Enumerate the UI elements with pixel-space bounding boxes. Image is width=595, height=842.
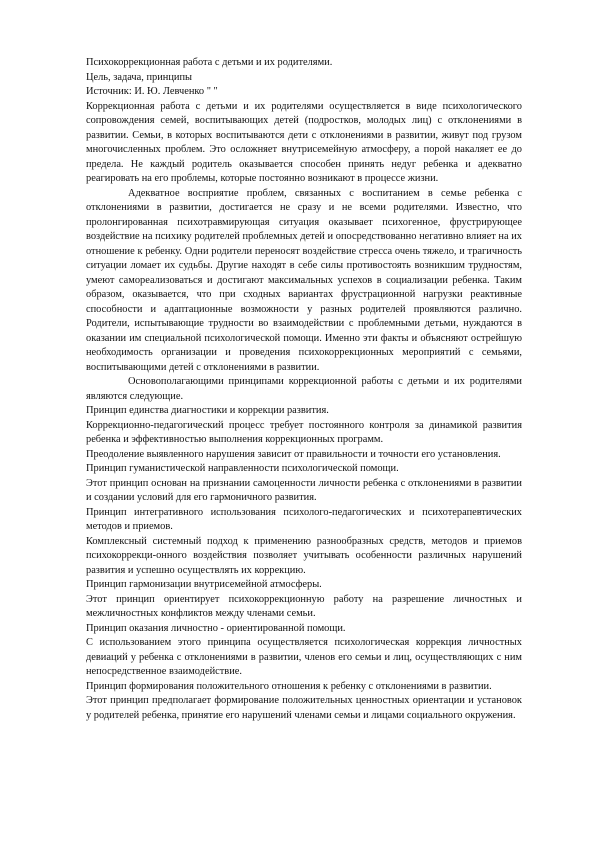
paragraph: Основополагающими принципами коррекционной работы с детьми и их родителями являются следующие. xyxy=(86,376,522,402)
document-subtitle: Цель, задача, принципы xyxy=(86,71,193,83)
principle-heading: Принцип оказания личностно - ориентированной помощи. xyxy=(86,622,346,634)
principle-heading: Принцип формирования положительного отношения к ребенку с отклонениями в развитии. xyxy=(86,680,492,692)
paragraph: С использованием этого принципа осуществляется психологическая коррекция личностных девиаций у ребенка с отклонениями в развитии, членов его семьи и лиц, осуществляющих с ним непосредственное взаимодействие. xyxy=(86,637,522,677)
paragraph: Этот принцип основан на признании самоценности личности ребенка с отклонениями в развитии и создании условий для его гармоничного развития. xyxy=(86,477,522,503)
principle-heading: Принцип гуманистической направленности психологической помощи. xyxy=(86,463,399,474)
paragraph: Адекватное восприятие проблем, связанных с воспитанием в семье ребенка с отклонениями в развитии, достигается не сразу и не всеми родителями. Известно, что пролонгированная психотравмирующая ситуация оказывает психогенное, фрустрирующее воздействие на психику родителей проблемных детей и опосредствованно негативно влияет на их отношение к ребенку. Одни родители переносят воздействие стресса очень тяжело, и трагичность ситуации ломает их судьбы. Другие находят в себе силы противостоять возникшим трудностям, умеют самореализоваться и достигают максимальных успехов в социализации ребенка. Таким образом, оказывается, что при сходных вариантах фрустрационной нагрузки реактивные способности и адаптационные возможности у разных родителей проявляются различно. Родители, испытывающие трудности во взаимодействии с проблемными детьми, нуждаются в оказании им специальной психологической помощи. Именно эти факты и объясняют острейшую необходимость организации и проведения психокоррекционных мероприятий с семьями, воспитывающими детей с отклонениями в развитии. xyxy=(86,187,522,373)
principle-heading: Принцип интегративного использования психолого-педагогических и психотерапевтических методов и приемов. xyxy=(86,506,522,532)
paragraph: Коррекционно-педагогический процесс требует постоянного контроля за динамикой развития ребенка и эффективностью выполнения коррекционных программ. xyxy=(86,419,522,445)
document-page xyxy=(86,56,522,723)
principle-heading: Принцип гармонизации внутрисемейной атмосферы. xyxy=(86,579,322,590)
document-source: Источник: И. Ю. Левченко " " xyxy=(86,86,218,97)
paragraph: Коррекционная работа с детьми и их родителями осуществляется в виде психологического сопровождения семей, воспитывающих детей (подростков, молодых лиц) с отклонениями в развитии. Семьи, в которых воспитываются дети с отклонениями в развитии, живут под грузом многочисленных проблем. Это осложняет внутрисемейную атмосферу, а порой накаляет ее до предела. Не каждый родитель оказывается способен принять недуг ребенка и адекватно реагировать на его проблемы, которые постоянно возникают в процессе жизни. xyxy=(86,100,522,184)
paragraph: Комплексный системный подход к применению разнообразных средств, методов и приемов психокоррекци-онного воздействия позволяет учитывать особенности различных нарушений развития и успешно осуществлять их коррекцию. xyxy=(86,535,522,576)
paragraph: Этот принцип ориентирует психокоррекционную работу на разрешение личностных и межличностных конфликтов между членами семьи. xyxy=(86,593,522,619)
paragraph: Этот принцип предполагает формирование положительных ценностных ориентации и установок у родителей ребенка, принятие его нарушений членами семьи и лицами социального окружения. xyxy=(86,695,522,721)
principle-heading: Принцип единства диагностики и коррекции развития. xyxy=(86,405,329,416)
document-title: Психокоррекционная работа с детьми и их родителями. xyxy=(86,57,333,68)
paragraph: Преодоление выявленного нарушения зависит от правильности и точности его установления. xyxy=(86,448,501,460)
